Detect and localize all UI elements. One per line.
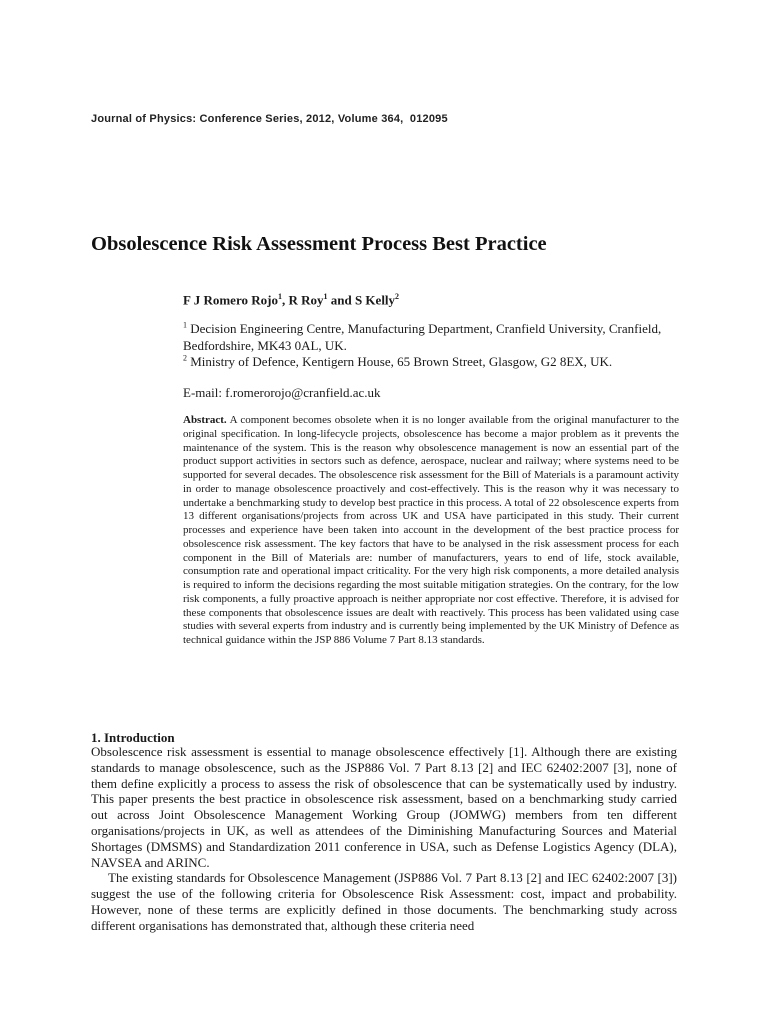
paper-title: Obsolescence Risk Assessment Process Best Practice [91,233,547,255]
author-separator: , [281,292,289,308]
author-separator: and [327,292,355,308]
affiliation [183,321,663,354]
affiliations [183,321,663,371]
author-name: S Kelly [354,292,396,308]
body-paragraph: Obsolescence risk assessment is essential to manage obsolescence effectively [1]. Although there are existing standards to manage obsolescence, such as the JSP886 Vol. 7 Part 8.13 [2] and IEC 62402:2007 [3], none of them define explicitly a process to assess the risk of obsolescence that can be systematically used by industry. This paper presents the best practice in obsolescence risk assessment, based on a benchmarking study carried out across Joint Obsolescence Management Working Group (JOMWG) members from ten different organisations/projects in UK, as well as attendees of the Diminishing Manufacturing Sources and Material Shortages (DMSMS) and Standardization 2011 conference in USA, such as Defense Logistics Agency (DLA), NAVSEA and ARINC. [91,744,677,870]
affiliation [183,354,663,371]
author-name: F J Romero Rojo [183,292,278,308]
journal-header: Journal of Physics: Conference Series, 2012, Volume 364, 012095 [91,113,448,125]
affiliation-mark: 2 [183,353,187,363]
author-name: R Roy [288,292,324,308]
author-affiliation-mark: 1 [277,292,282,301]
author-affiliation-mark: 2 [395,292,400,301]
affiliation-text: Decision Engineering Centre, Manufacturing Department, Cranfield University, Cranfield, Bedfordshire, MK43 0AL, UK. [183,321,662,353]
section-heading: 1. Introduction [91,730,175,745]
author-affiliation-mark: 1 [323,292,328,301]
abstract [183,414,679,648]
section-body [91,744,677,934]
abstract-text: A component becomes obsolete when it is no longer available from the original manufacturer to the original specification. In long-lifecycle projects, obsolescence has become a major problem as it prevents the maintenance of the system. This is the reason why obsolescence management is now an essential part of the product support activities in sectors such as defence, aerospace, nuclear and railway; where systems need to be supported for several decades. The obsolescence risk assessment for the Bill of Materials is a paramount activity in order to manage obsolescence proactively and cost-effectively. This is the reason why it was necessary to undertake a benchmarking study to develop best practice in this process. A total of 22 obsolescence experts from 13 different organisations/projects from across UK and USA have participated in this study. Their current processes and experience have been taken into account in the development of the best practice process for obsolescence risk assessment. The key factors that have to be analysed in the risk assessment process for each component in the Bill of Materials are: number of manufacturers, years to end of life, stock available, consumption rate and operational impact criticality. For the very high risk components, a more detailed analysis is required to inform the decisions regarding the most suitable mitigation strategies. On the contrary, for the low risk components, a fully proactive approach is neither appropriate nor cost effective. Therefore, it is advised for these components that obsolescence issues are dealt with reactively. This process has been validated using case studies with several experts from industry and is currently being implemented by the UK Ministry of Defence as technical guidance within the JSP 886 Volume 7 Part 8.13 standards. [183,414,679,646]
abstract-label: Abstract. [183,414,227,426]
contact-email: E-mail: f.romerorojo@cranfield.ac.uk [183,385,381,400]
affiliation-mark: 1 [183,320,187,330]
author-list [183,292,399,308]
body-paragraph: The existing standards for Obsolescence Management (JSP886 Vol. 7 Part 8.13 [2] and IEC 62402:2007 [3]) suggest the use of the following criteria for Obsolescence Risk Assessment: cost, impact and probability. However, none of these terms are explicitly defined in those documents. The benchmarking study across different organisations has demonstrated that, although these criteria need [91,870,677,933]
affiliation-text: Ministry of Defence, Kentigern House, 65 Brown Street, Glasgow, G2 8EX, UK. [187,354,613,369]
